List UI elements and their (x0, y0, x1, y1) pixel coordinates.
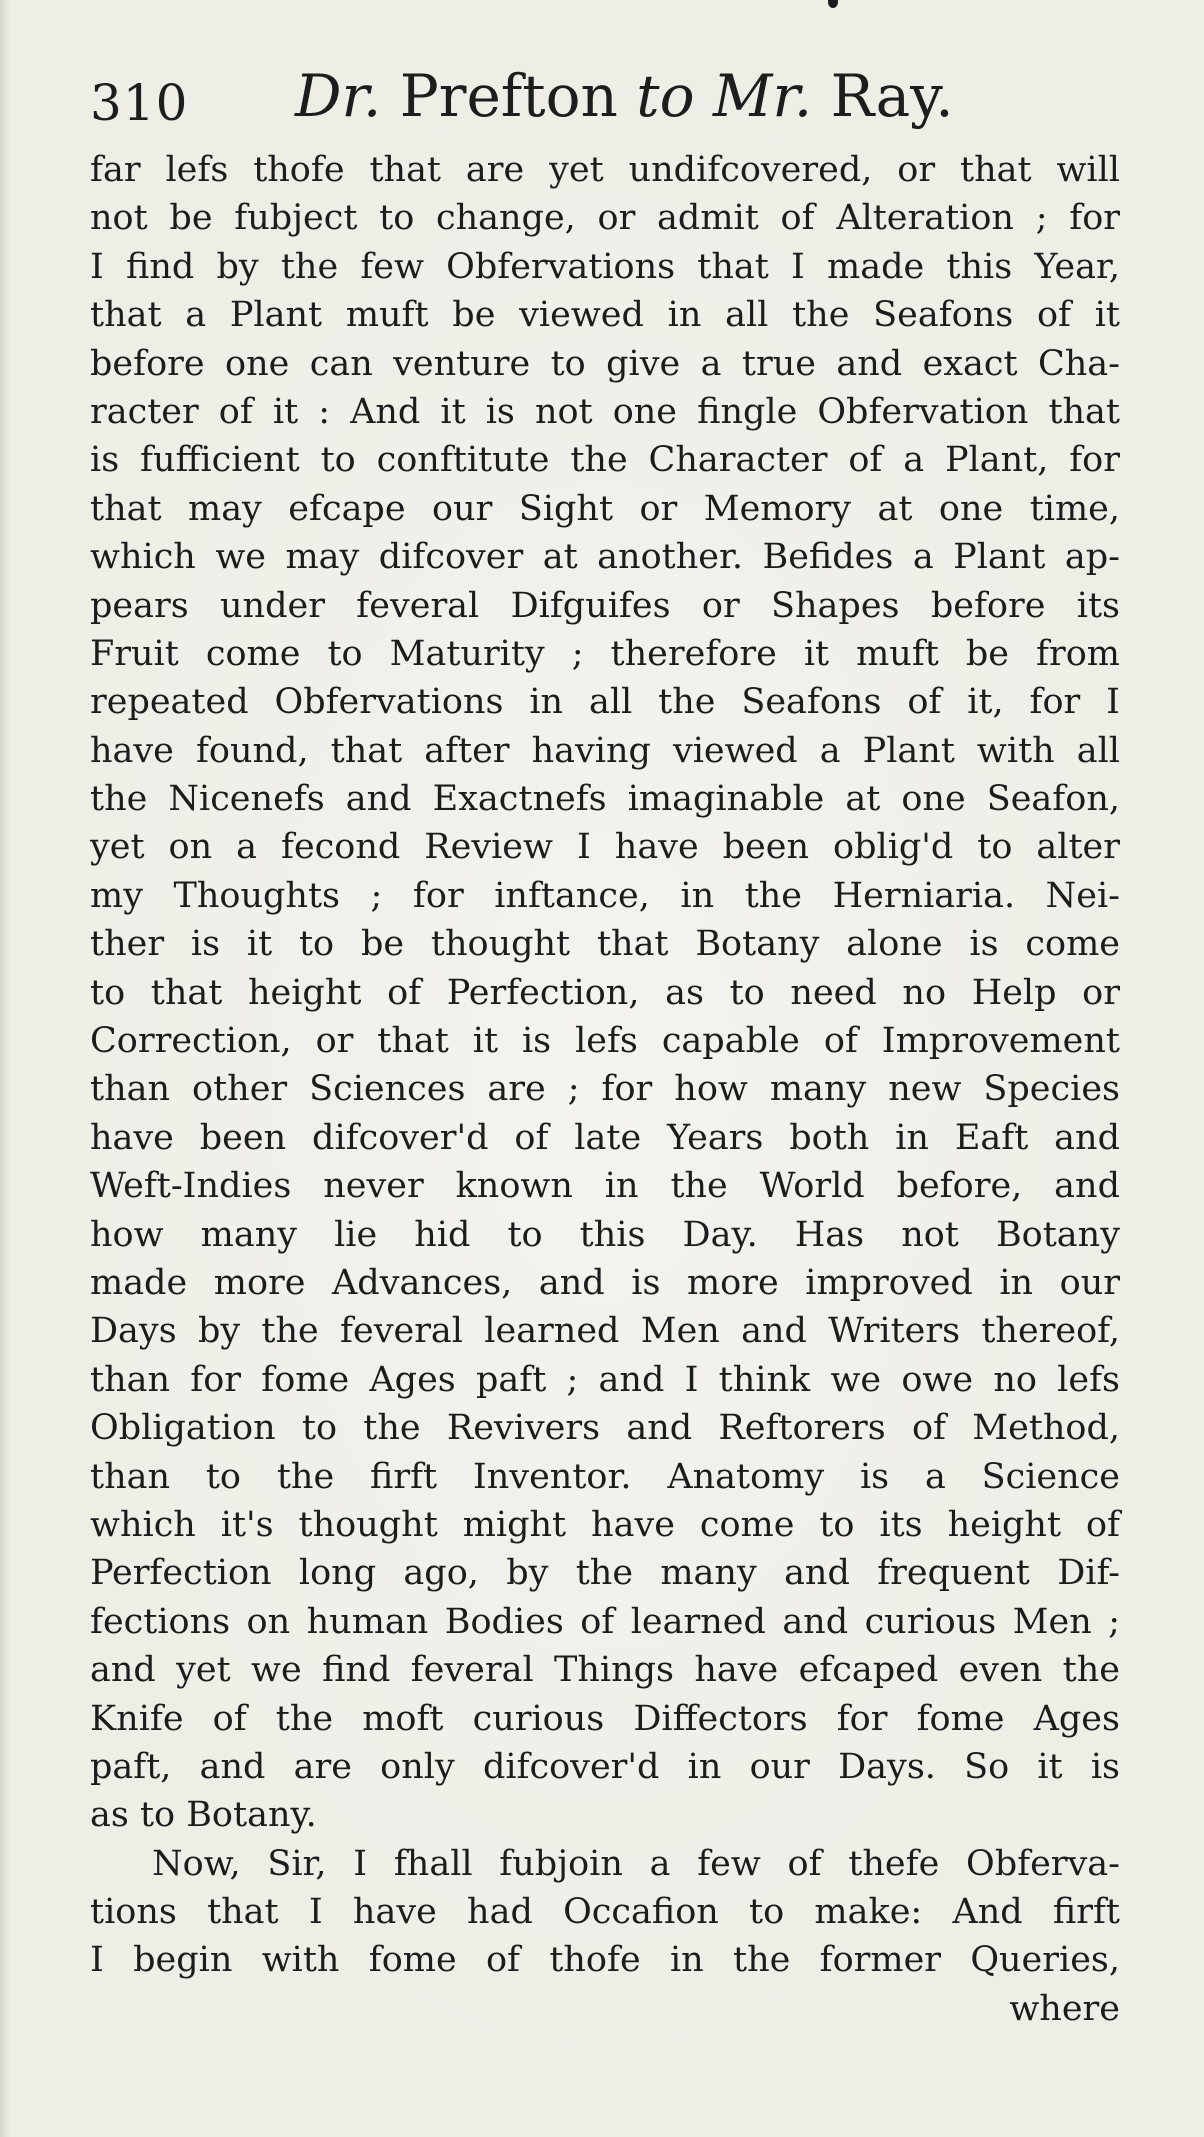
text-line: the Nicenefs and Exactnefs imaginable at one Seafon, (90, 779, 1120, 820)
text-line: far lefs thofe that are yet undifcovered, or that will (90, 150, 1120, 190)
text-line: ther is it to be thought that Botany alone is come (90, 924, 1120, 965)
text-line: my Thoughts ; for inftance, in the Herniaria. Nei- (90, 875, 1120, 916)
page-number: 310 (90, 74, 189, 132)
text-line: I find by the few Obfervations that I made this Year, (90, 246, 1120, 287)
text-line: how many lie hid to this Day. Has not Botany (90, 1214, 1120, 1255)
text-line: than for fome Ages paft ; and I think we owe no lefs (90, 1359, 1120, 1400)
text-line: not be fubject to change, or admit of Alteration ; for (90, 198, 1120, 239)
text-line: paft, and are only difcover'd in our Days. So it is (90, 1746, 1120, 1787)
text-line: Correction, or that it is lefs capable of Improvement (90, 1021, 1120, 1062)
text-line: and yet we find feveral Things have efcaped even the (90, 1650, 1120, 1691)
text-line: tions that I have had Occafion to make: And firft (90, 1892, 1120, 1933)
running-title (295, 62, 954, 130)
text-line: is fufficient to conftitute the Character of a Plant, for (90, 440, 1120, 481)
title-preston: Prefton (381, 62, 637, 130)
text-line: made more Advances, and is more improved in our (90, 1262, 1120, 1303)
text-line: to that height of Perfection, as to need no Help or (90, 972, 1120, 1013)
title-dr: Dr. (295, 62, 382, 130)
text-line: which we may difcover at another. Befides a Plant ap- (90, 537, 1120, 578)
text-line: before one can venture to give a true and exact Cha- (90, 343, 1120, 384)
text-line: racter of it : And it is not one fingle Obfervation that (90, 391, 1120, 432)
text-line: Fruit come to Maturity ; therefore it muft be from (90, 633, 1120, 674)
text-line: Knife of the moft curious Diffectors for fome Ages (90, 1698, 1120, 1739)
catchword: where (1009, 1988, 1120, 2029)
text-line: that a Plant muft be viewed in all the Seafons of it (90, 295, 1120, 336)
running-header (90, 62, 1120, 142)
text-line: repeated Obfervations in all the Seafons of it, for I (90, 682, 1120, 723)
text-line: Now, Sir, I fhall fubjoin a few of thefe Obferva- (152, 1843, 1120, 1884)
title-to: to (636, 62, 695, 130)
text-line: have found, that after having viewed a Plant with all (90, 730, 1120, 771)
page-edge-shadow (0, 0, 10, 2137)
body-text (90, 146, 1120, 2033)
text-line: that may efcape our Sight or Memory at one time, (90, 488, 1120, 529)
text-line: yet on a fecond Review I have been oblig'd to alter (90, 827, 1120, 868)
text-line: I begin with fome of thofe in the former Queries, (90, 1940, 1120, 1981)
text-line: Days by the feveral learned Men and Writers thereof, (90, 1311, 1120, 1352)
text-line: Perfection long ago, by the many and frequent Dif- (90, 1553, 1120, 1594)
text-line: as to Botany. (90, 1795, 317, 1836)
text-line: fections on human Bodies of learned and curious Men ; (90, 1601, 1120, 1642)
title-ray: Ray. (812, 62, 954, 130)
text-line: which it's thought might have come to its height of (90, 1504, 1120, 1545)
text-line: than to the firft Inventor. Anatomy is a Science (90, 1456, 1120, 1497)
text-line: have been difcover'd of late Years both in Eaft and (90, 1117, 1120, 1158)
text-line: Weft-Indies never known in the World before, and (90, 1166, 1120, 1207)
title-mr: Mr. (694, 62, 813, 130)
ink-speck (828, 0, 838, 8)
text-line: than other Sciences are ; for how many new Species (90, 1069, 1120, 1110)
text-line: Obligation to the Revivers and Reftorers of Method, (90, 1408, 1120, 1449)
text-line: pears under feveral Difguifes or Shapes before its (90, 585, 1120, 626)
